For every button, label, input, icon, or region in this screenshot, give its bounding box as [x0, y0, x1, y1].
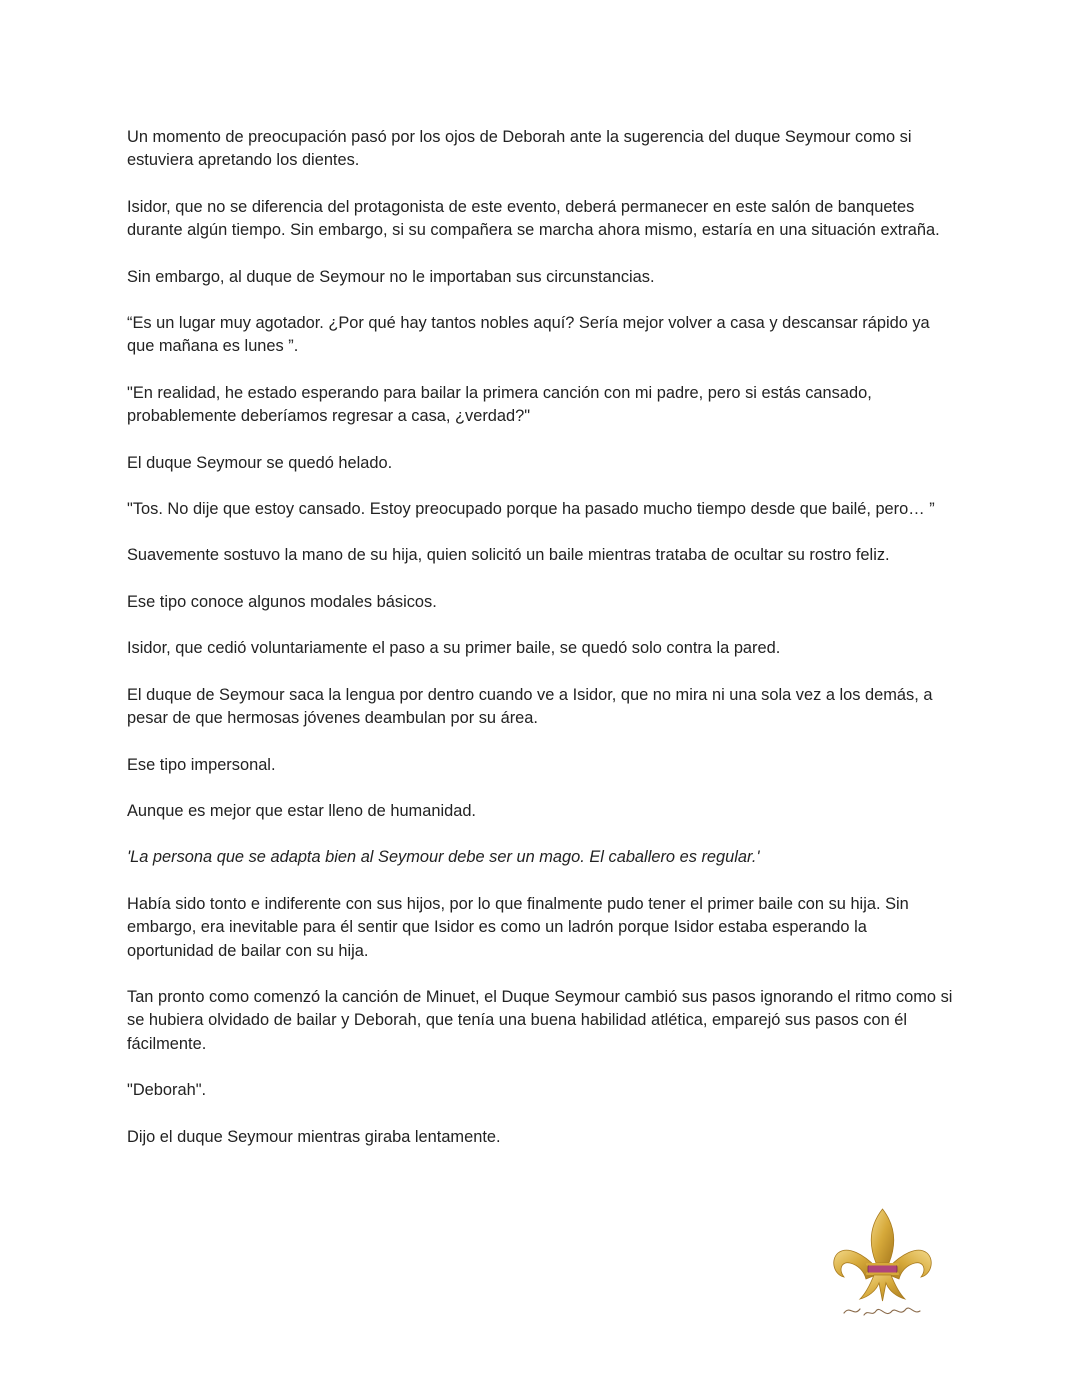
paragraph: Aunque es mejor que estar lleno de humanidad.	[127, 801, 476, 820]
paragraph: "Deborah".	[127, 1081, 207, 1100]
paragraph: Dijo el duque Seymour mientras giraba lentamente.	[127, 1127, 501, 1146]
paragraph: Ese tipo impersonal.	[127, 755, 276, 774]
paragraph: Isidor, que cedió voluntariamente el paso a su primer baile, se quedó solo contra la pared.	[127, 639, 781, 658]
paragraph: Tan pronto como comenzó la canción de Minuet, el Duque Seymour cambió sus pasos ignorando el ritmo como si se hubiera olvidado de bailar y Deborah, que tenía una buena habilidad atlética, emparejó sus pasos con él fácilmente.	[127, 987, 953, 1053]
document-body	[127, 126, 957, 1172]
paragraph: “Es un lugar muy agotador. ¿Por qué hay tantos nobles aquí? Sería mejor volver a casa y descansar rápido ya que mañana es lunes ”.	[127, 314, 930, 356]
paragraph: El duque Seymour se quedó helado.	[127, 453, 393, 472]
paragraph: Ese tipo conoce algunos modales básicos.	[127, 592, 437, 611]
paragraph: Sin embargo, al duque de Seymour no le importaban sus circunstancias.	[127, 267, 655, 286]
paragraph: "En realidad, he estado esperando para bailar la primera canción con mi padre, pero si estás cansado, probablemente deberíamos regresar a casa, ¿verdad?"	[127, 383, 872, 426]
paragraph: El duque de Seymour saca la lengua por dentro cuando ve a Isidor, que no mira ni una sola vez a los demás, a pesar de que hermosas jóvenes deambulan por su área.	[127, 685, 933, 728]
watermark-logo	[830, 1205, 935, 1325]
paragraph: Un momento de preocupación pasó por los ojos de Deborah ante la sugerencia del duque Seymour como si estuviera apretando los dientes.	[127, 128, 912, 170]
paragraph: Suavemente sostuvo la mano de su hija, quien solicitó un baile mientras trataba de ocultar su rostro feliz.	[127, 546, 890, 565]
paragraph: Isidor, que no se diferencia del protagonista de este evento, deberá permanecer en este salón de banquetes durante algún tiempo. Sin embargo, si su compañera se marcha ahora mismo, estaría en una situación extraña.	[127, 197, 940, 240]
fleur-de-lis-icon	[830, 1205, 935, 1325]
paragraph: "Tos. No dije que estoy cansado. Estoy preocupado porque ha pasado mucho tiempo desde que bailé, pero… ”	[127, 500, 935, 519]
italic-thought-paragraph: 'La persona que se adapta bien al Seymour debe ser un mago. El caballero es regular.'	[127, 848, 760, 867]
paragraph: Había sido tonto e indiferente con sus hijos, por lo que finalmente pudo tener el primer baile con su hija. Sin embargo, era inevitable para él sentir que Isidor es como un ladrón porque Isidor estaba esperando la oportunidad de bailar con su hija.	[127, 894, 909, 960]
